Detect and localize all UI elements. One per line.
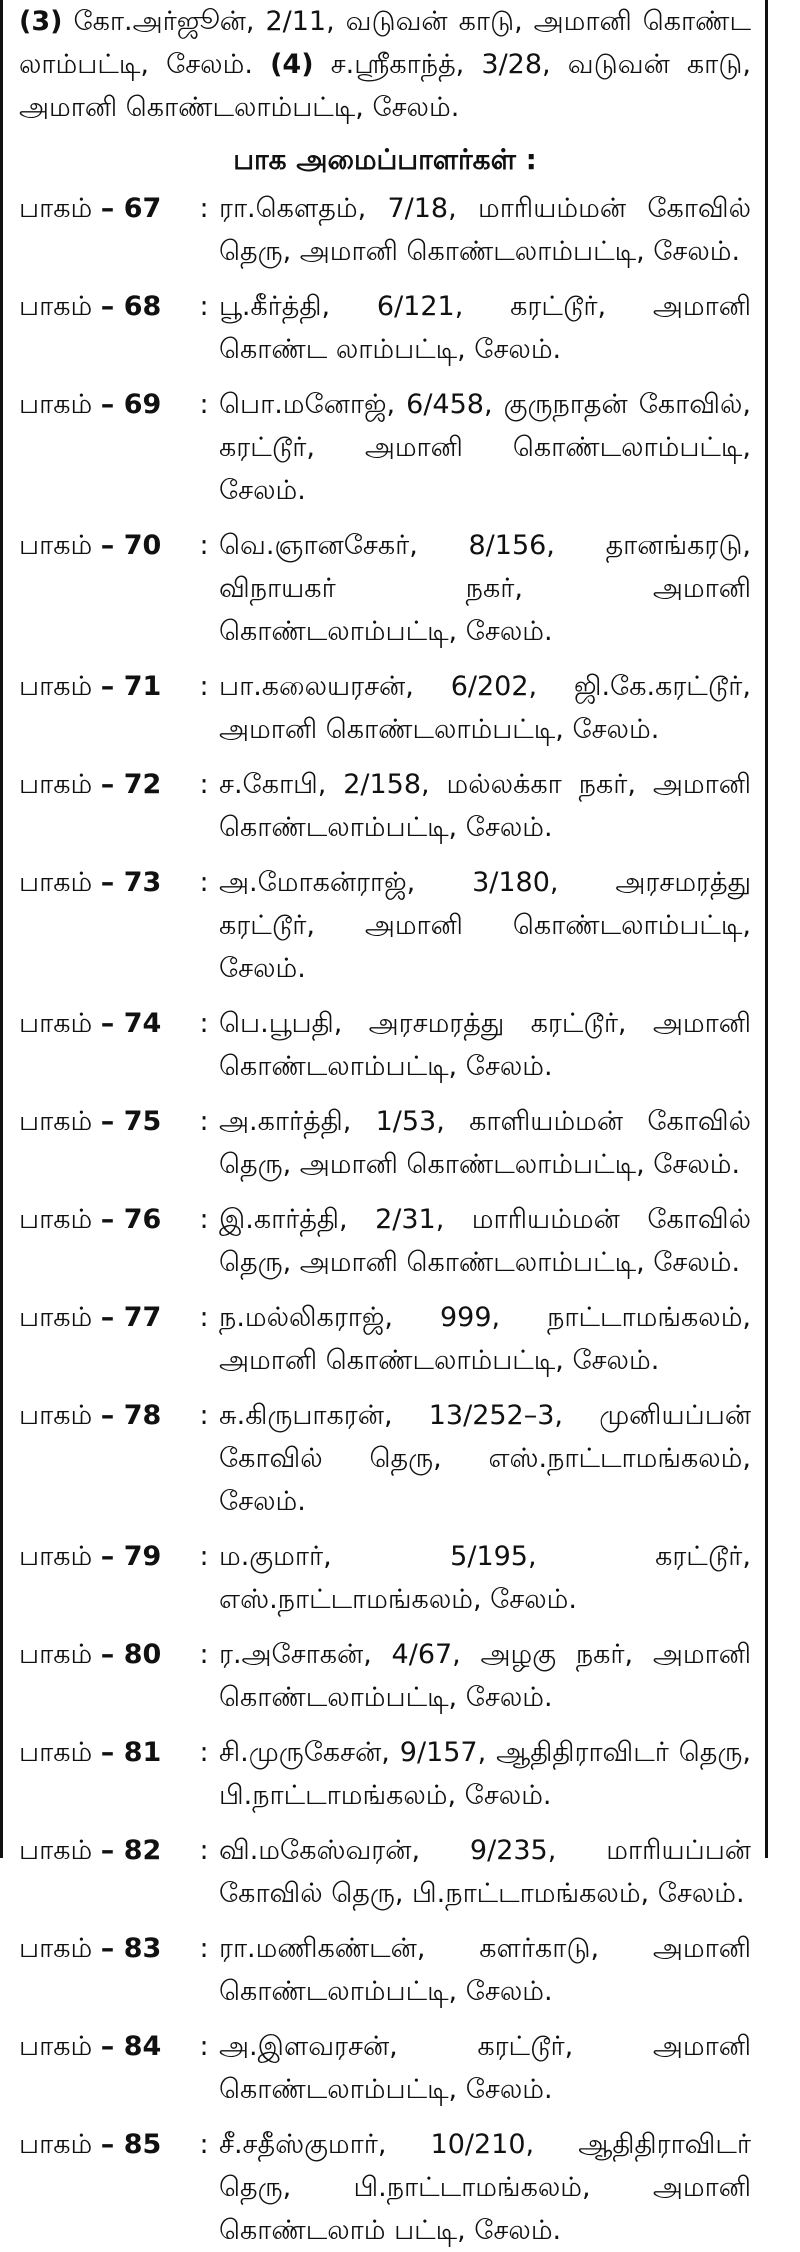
- list-item: [19, 763, 751, 849]
- list-item: [19, 1002, 751, 1088]
- separator-colon: :: [199, 1541, 209, 1572]
- part-number: – 67: [100, 193, 162, 224]
- entry-text: பூ.கீர்த்தி, 6/121, கரட்டூர், அமானி கொண்ட லாம்பட்டி, சேலம்.: [219, 291, 751, 365]
- entry-text: சீ.சதீஸ்குமார், 10/210, ஆதிதிராவிடர் தெரு, பி.நாட்டாமங்கலம், அமானி கொண்டலாம் பட்டி, சேலம்.: [219, 2129, 751, 2246]
- list-item: [19, 1829, 751, 1915]
- part-number: – 72: [100, 769, 162, 800]
- part-label: [19, 2123, 189, 2166]
- part-number: – 81: [100, 1737, 162, 1768]
- separator-colon: :: [199, 1302, 209, 1333]
- separator-colon: :: [199, 1400, 209, 1431]
- separator-colon: :: [199, 1008, 209, 1039]
- list-item: [19, 524, 751, 653]
- list-item: [19, 383, 751, 512]
- part-label: [19, 1394, 189, 1437]
- part-number: – 71: [100, 671, 162, 702]
- part-number: – 75: [100, 1106, 162, 1137]
- part-word: பாகம்: [19, 1541, 93, 1572]
- part-number: – 76: [100, 1204, 162, 1235]
- separator-colon: :: [199, 530, 209, 561]
- section-heading: பாக அமைப்பாளர்கள் :: [233, 143, 537, 176]
- part-word: பாகம்: [19, 2129, 93, 2160]
- separator-colon: :: [199, 1106, 209, 1137]
- list-item: [19, 2025, 751, 2111]
- part-label: [19, 1198, 189, 1241]
- part-label: [19, 524, 189, 567]
- part-word: பாகம்: [19, 769, 93, 800]
- entry-text: அ.இளவரசன், கரட்டூர், அமானி கொண்டலாம்பட்டி, சேலம்.: [219, 2031, 751, 2105]
- part-number: – 77: [100, 1302, 162, 1333]
- part-label: [19, 665, 189, 708]
- part-word: பாகம்: [19, 389, 93, 420]
- list-item: [19, 187, 751, 273]
- part-label: [19, 1100, 189, 1143]
- part-word: பாகம்: [19, 1204, 93, 1235]
- part-word: பாகம்: [19, 291, 93, 322]
- part-label: [19, 1927, 189, 1970]
- part-label: [19, 1731, 189, 1774]
- part-number: – 82: [100, 1835, 162, 1866]
- separator-colon: :: [199, 1639, 209, 1670]
- list-item: [19, 665, 751, 751]
- separator-colon: :: [199, 291, 209, 322]
- part-word: பாகம்: [19, 867, 93, 898]
- separator-colon: :: [199, 1835, 209, 1866]
- separator-colon: :: [199, 1204, 209, 1235]
- list-item: [19, 861, 751, 990]
- entry-text: சி.முருகேசன், 9/157, ஆதிதிராவிடர் தெரு, பி.நாட்டாமங்கலம், சேலம்.: [219, 1737, 751, 1811]
- part-word: பாகம்: [19, 1933, 93, 1964]
- list-item: [19, 1394, 751, 1523]
- part-number: – 69: [100, 389, 162, 420]
- entry-text: ச.கோபி, 2/158, மல்லக்கா நகர், அமானி கொண்டலாம்பட்டி, சேலம்.: [219, 769, 751, 843]
- entry-text: வெ.ஞானசேகர், 8/156, தானங்கரடு, விநாயகர் நகர், அமானி கொண்டலாம்பட்டி, சேலம்.: [219, 530, 751, 647]
- part-label: [19, 285, 189, 328]
- part-word: பாகம்: [19, 1737, 93, 1768]
- intro-paragraph: [19, 0, 751, 129]
- part-word: பாகம்: [19, 1106, 93, 1137]
- entry-text: ம.குமார், 5/195, கரட்டூர், எஸ்.நாட்டாமங்கலம், சேலம்.: [219, 1541, 751, 1615]
- list-item: [19, 1198, 751, 1284]
- part-label: [19, 187, 189, 230]
- part-label: [19, 1535, 189, 1578]
- part-number: – 73: [100, 867, 162, 898]
- part-number: – 78: [100, 1400, 162, 1431]
- intro-text-3: கோ.அர்ஜூன், 2/11, வடுவன் காடு, அமானி கொண்ட லாம்பட்டி, சேலம்.: [19, 6, 751, 80]
- entry-text: சு.கிருபாகரன், 13/252–3, முனியப்பன் கோவில் தெரு, எஸ்.நாட்டாமங்கலம், சேலம்.: [219, 1400, 751, 1517]
- separator-colon: :: [199, 2129, 209, 2160]
- part-label: [19, 2025, 189, 2068]
- intro-number-4: (4): [270, 49, 314, 80]
- list-item: [19, 1535, 751, 1621]
- part-word: பாகம்: [19, 1302, 93, 1333]
- separator-colon: :: [199, 671, 209, 702]
- separator-colon: :: [199, 867, 209, 898]
- separator-colon: :: [199, 193, 209, 224]
- part-number: – 85: [100, 2129, 162, 2160]
- part-number: – 74: [100, 1008, 162, 1039]
- part-label: [19, 1633, 189, 1676]
- list-item: [19, 1731, 751, 1817]
- part-number: – 68: [100, 291, 162, 322]
- separator-colon: :: [199, 769, 209, 800]
- list-item: [19, 1927, 751, 2013]
- entry-text: ந.மல்லிகராஜ், 999, நாட்டாமங்கலம், அமானி கொண்டலாம்பட்டி, சேலம்.: [219, 1302, 751, 1376]
- part-number: – 70: [100, 530, 162, 561]
- entry-text: ர.அசோகன், 4/67, அழகு நகர், அமானி கொண்டலாம்பட்டி, சேலம்.: [219, 1639, 751, 1713]
- part-number: – 83: [100, 1933, 162, 1964]
- entry-text: ரா.கௌதம், 7/18, மாரியம்மன் கோவில் தெரு, அமானி கொண்டலாம்பட்டி, சேலம்.: [219, 193, 751, 267]
- list-item: [19, 1100, 751, 1186]
- entry-text: இ.கார்த்தி, 2/31, மாரியம்மன் கோவில் தெரு, அமானி கொண்டலாம்பட்டி, சேலம்.: [219, 1204, 751, 1278]
- entries-list: [19, 187, 751, 2252]
- separator-colon: :: [199, 1737, 209, 1768]
- part-label: [19, 383, 189, 426]
- list-item: [19, 1633, 751, 1719]
- intro-number-3: (3): [19, 6, 63, 37]
- part-word: பாகம்: [19, 1400, 93, 1431]
- part-word: பாகம்: [19, 530, 93, 561]
- entry-text: அ.மோகன்ராஜ், 3/180, அரசமரத்து கரட்டூர், அமானி கொண்டலாம்பட்டி, சேலம்.: [219, 867, 751, 984]
- part-label: [19, 1002, 189, 1045]
- part-label: [19, 763, 189, 806]
- separator-colon: :: [199, 389, 209, 420]
- list-item: [19, 2123, 751, 2252]
- separator-colon: :: [199, 1933, 209, 1964]
- intro-text-4: ச.ஸ்ரீகாந்த், 3/28, வடுவன் காடு, அமானி கொண்டலாம்பட்டி, சேலம்.: [19, 49, 751, 123]
- entry-text: பெ.பூபதி, அரசமரத்து கரட்டூர், அமானி கொண்டலாம்பட்டி, சேலம்.: [219, 1008, 751, 1082]
- entry-text: ரா.மணிகண்டன், களர்காடு, அமானி கொண்டலாம்பட்டி, சேலம்.: [219, 1933, 751, 2007]
- part-label: [19, 1829, 189, 1872]
- part-word: பாகம்: [19, 1835, 93, 1866]
- part-number: – 84: [100, 2031, 162, 2062]
- entry-text: அ.கார்த்தி, 1/53, காளியம்மன் கோவில் தெரு, அமானி கொண்டலாம்பட்டி, சேலம்.: [219, 1106, 751, 1180]
- list-item: [19, 1296, 751, 1382]
- separator-colon: :: [199, 2031, 209, 2062]
- part-word: பாகம்: [19, 671, 93, 702]
- entry-text: பொ.மனோஜ், 6/458, குருநாதன் கோவில், கரட்டூர், அமானி கொண்டலாம்பட்டி, சேலம்.: [219, 389, 751, 506]
- part-word: பாகம்: [19, 1639, 93, 1670]
- part-number: – 80: [100, 1639, 162, 1670]
- part-label: [19, 861, 189, 904]
- part-word: பாகம்: [19, 2031, 93, 2062]
- part-word: பாகம்: [19, 1008, 93, 1039]
- part-word: பாகம்: [19, 193, 93, 224]
- list-item: [19, 285, 751, 371]
- part-label: [19, 1296, 189, 1339]
- part-number: – 79: [100, 1541, 162, 1572]
- entry-text: பா.கலையரசன், 6/202, ஜி.கே.கரட்டூர், அமானி கொண்டலாம்பட்டி, சேலம்.: [219, 671, 751, 745]
- entry-text: வி.மகேஸ்வரன், 9/235, மாரியப்பன் கோவில் தெரு, பி.நாட்டாமங்கலம், சேலம்.: [219, 1835, 751, 1909]
